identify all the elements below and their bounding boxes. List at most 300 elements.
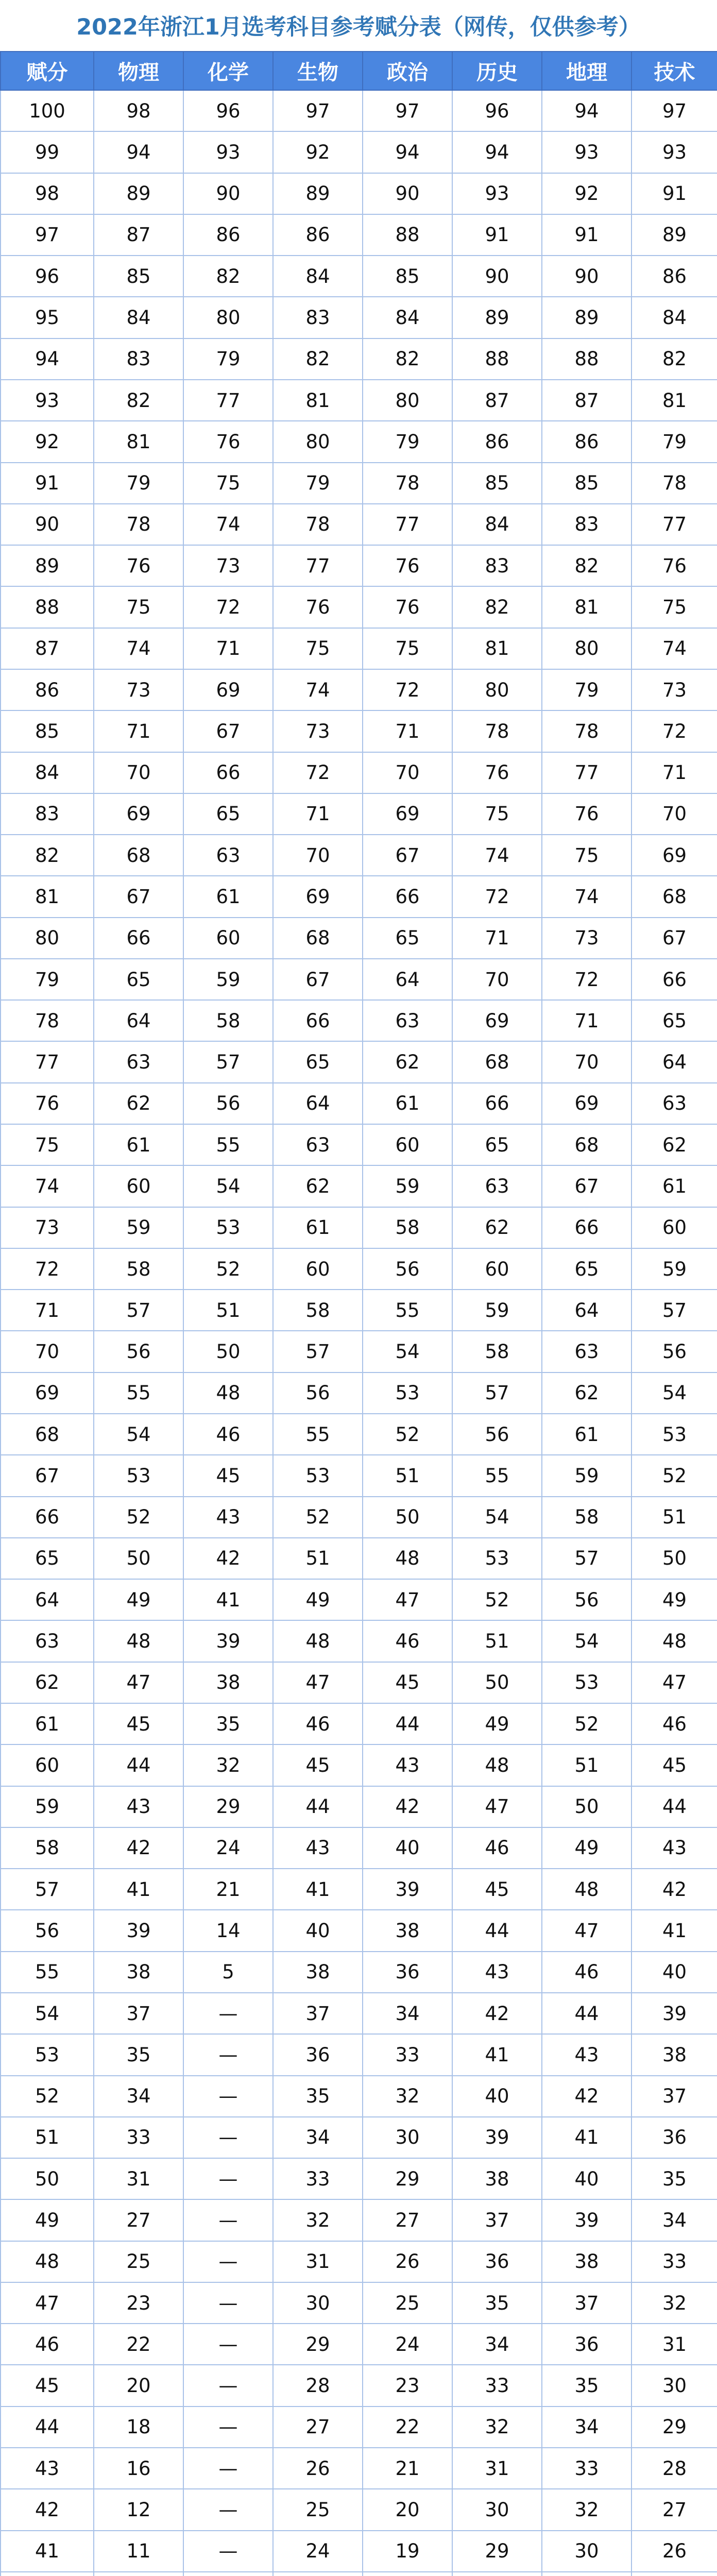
table-cell: 51 [542,1744,631,1786]
table-cell: 53 [452,1538,542,1579]
table-cell: 41 [94,1869,183,1910]
table-cell: 88 [452,338,542,380]
table-cell: 34 [542,2406,631,2448]
table-row [1,2531,717,2572]
table-cell: 62 [1,1662,94,1703]
table-cell: 82 [363,338,452,380]
table-cell: 69 [631,835,717,876]
table-cell: 66 [1,1497,94,1538]
table-cell: 93 [183,131,273,173]
table-cell: 55 [94,1372,183,1414]
table-cell: 81 [273,380,363,421]
table-cell: 44 [363,1703,452,1744]
table-cell: 40 [273,1910,363,1951]
table-cell: 59 [363,1165,452,1207]
table-row [1,586,717,628]
table-cell: 34 [363,1993,452,2034]
table-cell [363,2572,452,2576]
table-cell: 47 [452,1786,542,1827]
table-cell: 80 [273,421,363,462]
table-cell: 56 [363,1248,452,1290]
table-cell: 60 [183,918,273,959]
table-row [1,1414,717,1455]
header-cell-biology: 生物 [273,52,363,90]
table-cell: 24 [363,2324,452,2365]
table-cell: 82 [1,835,94,876]
table-cell: 44 [631,1786,717,1827]
table-row [1,173,717,214]
table-cell: 76 [363,545,452,586]
table-cell: 69 [452,1000,542,1041]
table-cell: 26 [273,2448,363,2489]
table-cell: 51 [452,1620,542,1662]
table-cell: 33 [273,2158,363,2199]
table-cell: 98 [94,90,183,131]
table-cell: 78 [631,463,717,504]
table-cell: 65 [183,793,273,835]
table-cell: 60 [363,1124,452,1165]
table-cell: 85 [94,256,183,297]
table-cell: 63 [542,1331,631,1372]
table-cell [1,2572,94,2576]
table-cell: 38 [183,1662,273,1703]
table-cell: 70 [363,752,452,793]
table-cell: 40 [631,1952,717,1993]
table-cell: 80 [363,380,452,421]
table-cell: 22 [94,2324,183,2365]
table-row [1,131,717,173]
table-cell: 69 [542,1083,631,1124]
table-cell: 94 [94,131,183,173]
table-row [1,628,717,669]
table-cell: 54 [363,1331,452,1372]
table-cell: 90 [1,504,94,545]
table-cell: 73 [273,710,363,752]
table-cell: 48 [542,1869,631,1910]
table-cell: 41 [452,2034,542,2075]
table-cell: 54 [183,1165,273,1207]
header-cell-politics: 政治 [363,52,452,90]
table-cell: 60 [94,1165,183,1207]
table-cell: 42 [94,1827,183,1869]
table-cell: 84 [94,297,183,338]
table-cell: 42 [183,1538,273,1579]
table-cell: 61 [542,1414,631,1455]
table-cell: 78 [94,504,183,545]
table-cell: 72 [273,752,363,793]
table-cell: 52 [363,1414,452,1455]
table-row [1,1207,717,1248]
table-body [1,90,717,2576]
table-cell: 74 [1,1165,94,1207]
table-row [1,421,717,462]
table-cell: — [183,2406,273,2448]
table-cell: 32 [542,2489,631,2530]
table-row [1,1827,717,1869]
table-cell: 45 [1,2365,94,2406]
table-cell: 72 [542,959,631,1000]
table-cell: 33 [452,2365,542,2406]
table-cell: 49 [452,1703,542,1744]
table-cell: 50 [183,1331,273,1372]
table-cell: 41 [183,1579,273,1620]
table-cell: 46 [183,1414,273,1455]
table-cell: 98 [1,173,94,214]
table-cell: 47 [273,1662,363,1703]
table-cell: 38 [363,1910,452,1951]
table-cell: 23 [94,2282,183,2324]
table-cell: 76 [452,752,542,793]
table-cell: 49 [631,1579,717,1620]
table-cell: 54 [631,1372,717,1414]
table-cell: 25 [273,2489,363,2530]
table-cell: 28 [273,2365,363,2406]
table-cell: 41 [273,1869,363,1910]
table-cell: 60 [1,1744,94,1786]
table-cell: 32 [363,2076,452,2117]
table-cell: 76 [183,421,273,462]
table-cell: 25 [363,2282,452,2324]
table-cell: 62 [363,1041,452,1082]
table-cell: 65 [1,1538,94,1579]
table-cell: 57 [1,1869,94,1910]
table-cell: 74 [631,628,717,669]
table-row [1,2117,717,2158]
table-row [1,1703,717,1744]
table-cell: 52 [452,1579,542,1620]
table-cell: — [183,2448,273,2489]
table-cell: 42 [542,2076,631,2117]
table-cell [452,2572,542,2576]
table-row [1,876,717,917]
table-cell: 94 [452,131,542,173]
table-cell: 97 [273,90,363,131]
table-cell: 23 [363,2365,452,2406]
table-cell: 76 [1,1083,94,1124]
table-cell: 83 [273,297,363,338]
table-row [1,2158,717,2199]
table-cell: 77 [1,1041,94,1082]
table-cell: 73 [94,669,183,710]
table-cell: 67 [631,918,717,959]
table-cell: 37 [94,1993,183,2034]
table-cell: 74 [273,669,363,710]
score-table [0,51,717,2576]
table-cell: 87 [542,380,631,421]
table-cell: 68 [273,918,363,959]
table-cell: 65 [273,1041,363,1082]
table-cell: 76 [273,586,363,628]
table-row [1,1455,717,1496]
table-cell: 71 [452,918,542,959]
table-cell: 75 [631,586,717,628]
table-cell: 29 [183,1786,273,1827]
table-cell: 74 [542,876,631,917]
table-cell: 43 [631,1827,717,1869]
table-cell: 79 [363,421,452,462]
table-row [1,1786,717,1827]
table-cell: 67 [542,1165,631,1207]
table-header-row [1,52,717,90]
table-cell: 47 [363,1579,452,1620]
table-cell: 63 [631,1083,717,1124]
table-cell: 89 [273,173,363,214]
table-cell: 54 [1,1993,94,2034]
table-cell: 81 [452,628,542,669]
table-cell: 29 [631,2406,717,2448]
table-cell: 90 [363,173,452,214]
table-cell: 65 [94,959,183,1000]
table-cell: 89 [542,297,631,338]
table-cell: 55 [183,1124,273,1165]
table-cell: 94 [542,90,631,131]
table-cell: 70 [1,1331,94,1372]
table-cell: 83 [542,504,631,545]
table-cell: 38 [631,2034,717,2075]
table-cell: 51 [1,2117,94,2158]
table-row [1,710,717,752]
table-cell: 40 [363,1827,452,1869]
table-cell: 61 [363,1083,452,1124]
table-cell: 51 [363,1455,452,1496]
table-cell: 45 [273,1744,363,1786]
table-cell: 89 [1,545,94,586]
table-cell: 72 [452,876,542,917]
table-cell: 67 [183,710,273,752]
table-cell: 48 [363,1538,452,1579]
table-cell: 28 [631,2448,717,2489]
table-cell: 27 [363,2199,452,2241]
table-cell: 55 [363,1290,452,1331]
table-cell: 75 [363,628,452,669]
table-cell: 80 [452,669,542,710]
table-cell: 97 [363,90,452,131]
table-cell [94,2572,183,2576]
table-cell: 56 [1,1910,94,1951]
table-cell: — [183,2531,273,2572]
table-cell: 53 [94,1455,183,1496]
table-cell: 55 [273,1414,363,1455]
table-row [1,1744,717,1786]
table-cell: 11 [94,2531,183,2572]
table-cell: 85 [363,256,452,297]
table-cell: 86 [452,421,542,462]
table-cell: 85 [452,463,542,504]
table-cell: 64 [542,1290,631,1331]
table-cell: 72 [363,669,452,710]
table-cell: 95 [1,297,94,338]
table-cell: 82 [183,256,273,297]
table-cell: — [183,2365,273,2406]
table-cell: 88 [1,586,94,628]
table-row [1,1000,717,1041]
table-cell: 77 [542,752,631,793]
header-cell-chemistry: 化学 [183,52,273,90]
table-cell: 30 [542,2531,631,2572]
table-row [1,1869,717,1910]
table-cell: 86 [183,214,273,256]
table-cell: 55 [1,1952,94,1993]
table-cell: — [183,2034,273,2075]
table-row [1,2241,717,2282]
table-cell: 69 [273,876,363,917]
table-cell: 87 [1,628,94,669]
table-cell: 56 [94,1331,183,1372]
table-cell: 58 [452,1331,542,1372]
table-cell: 85 [1,710,94,752]
table-cell: 67 [363,835,452,876]
table-cell: 38 [94,1952,183,1993]
table-cell: 82 [94,380,183,421]
table-cell: 52 [1,2076,94,2117]
table-cell: 61 [631,1165,717,1207]
table-cell: 65 [452,1124,542,1165]
table-cell: 86 [1,669,94,710]
table-cell: 26 [631,2531,717,2572]
table-cell: 37 [273,1993,363,2034]
table-cell: 93 [452,173,542,214]
table-row [1,2365,717,2406]
table-cell: 53 [1,2034,94,2075]
table-cell: 70 [273,835,363,876]
table-row [1,835,717,876]
table-cell: 34 [94,2076,183,2117]
table-cell [183,2572,273,2576]
table-cell: 54 [94,1414,183,1455]
table-cell: 50 [452,1662,542,1703]
table-cell: 52 [183,1248,273,1290]
table-cell: — [183,2241,273,2282]
table-row [1,793,717,835]
table-cell: 56 [452,1414,542,1455]
table-cell: 53 [363,1372,452,1414]
table-cell: 51 [273,1538,363,1579]
table-cell: 92 [1,421,94,462]
table-cell: 77 [363,504,452,545]
header-cell-physics: 物理 [94,52,183,90]
table-cell: 33 [94,2117,183,2158]
table-cell: 88 [363,214,452,256]
table-cell: 39 [363,1869,452,1910]
table-cell: 39 [452,2117,542,2158]
table-cell: 51 [183,1290,273,1331]
table-cell: 39 [183,1620,273,1662]
table-cell: 50 [363,1497,452,1538]
table-cell: 5 [183,1952,273,1993]
table-cell: 44 [94,1744,183,1786]
table-row [1,752,717,793]
table-cell: 32 [183,1744,273,1786]
table-cell: 75 [94,586,183,628]
table-cell: 86 [273,214,363,256]
table-row [1,504,717,545]
table-cell: 27 [631,2489,717,2530]
table-row [1,669,717,710]
table-cell: 47 [94,1662,183,1703]
table-row [1,90,717,131]
table-cell: 66 [94,918,183,959]
table-cell: 21 [183,1869,273,1910]
table-cell: 84 [631,297,717,338]
table-cell: 38 [273,1952,363,1993]
table-cell: 89 [631,214,717,256]
table-cell: 81 [542,586,631,628]
table-cell: 73 [1,1207,94,1248]
table-cell: 76 [542,793,631,835]
table-cell: 61 [1,1703,94,1744]
table-cell: 37 [452,2199,542,2241]
table-cell: 56 [542,1579,631,1620]
table-cell: 66 [452,1083,542,1124]
table-cell: 61 [94,1124,183,1165]
table-cell: 35 [452,2282,542,2324]
table-cell: 57 [183,1041,273,1082]
table-cell: 59 [94,1207,183,1248]
table-cell: 63 [452,1165,542,1207]
table-cell: 41 [631,1910,717,1951]
table-cell: 63 [94,1041,183,1082]
table-cell: 70 [452,959,542,1000]
table-cell: 73 [183,545,273,586]
table-cell: 90 [183,173,273,214]
table-row [1,545,717,586]
table-cell: 32 [452,2406,542,2448]
table-cell: 69 [363,793,452,835]
table-cell: 76 [94,545,183,586]
table-cell: 62 [94,1083,183,1124]
table-cell: 70 [542,1041,631,1082]
table-cell: 65 [631,1000,717,1041]
table-cell: 77 [631,504,717,545]
table-cell: 37 [542,2282,631,2324]
table-cell: 79 [1,959,94,1000]
table-cell: 67 [273,959,363,1000]
table-cell: 60 [273,1248,363,1290]
table-cell: 58 [183,1000,273,1041]
table-row [1,1124,717,1165]
table-cell: 53 [542,1662,631,1703]
table-cell: 44 [273,1786,363,1827]
table-cell: 81 [94,421,183,462]
table-cell: 43 [452,1952,542,1993]
table-cell: 50 [1,2158,94,2199]
table-cell: 52 [94,1497,183,1538]
table-cell: 27 [273,2406,363,2448]
table-cell: 75 [1,1124,94,1165]
table-cell: 79 [94,463,183,504]
table-cell: 48 [273,1620,363,1662]
table-cell [631,2572,717,2576]
table-cell: 62 [631,1124,717,1165]
table-cell: 43 [273,1827,363,1869]
table-cell: 76 [631,545,717,586]
table-cell: 78 [542,710,631,752]
table-cell: 56 [273,1372,363,1414]
table-row [1,256,717,297]
table-cell: 91 [452,214,542,256]
table-cell: 20 [363,2489,452,2530]
table-cell: 46 [363,1620,452,1662]
table-cell: 24 [273,2531,363,2572]
table-cell: 71 [363,710,452,752]
table-cell: 39 [94,1910,183,1951]
table-row [1,2324,717,2365]
table-cell: 34 [452,2324,542,2365]
table-cell: 51 [631,1497,717,1538]
table-cell: 58 [1,1827,94,1869]
table-cell: 46 [631,1703,717,1744]
table-cell: 42 [631,1869,717,1910]
